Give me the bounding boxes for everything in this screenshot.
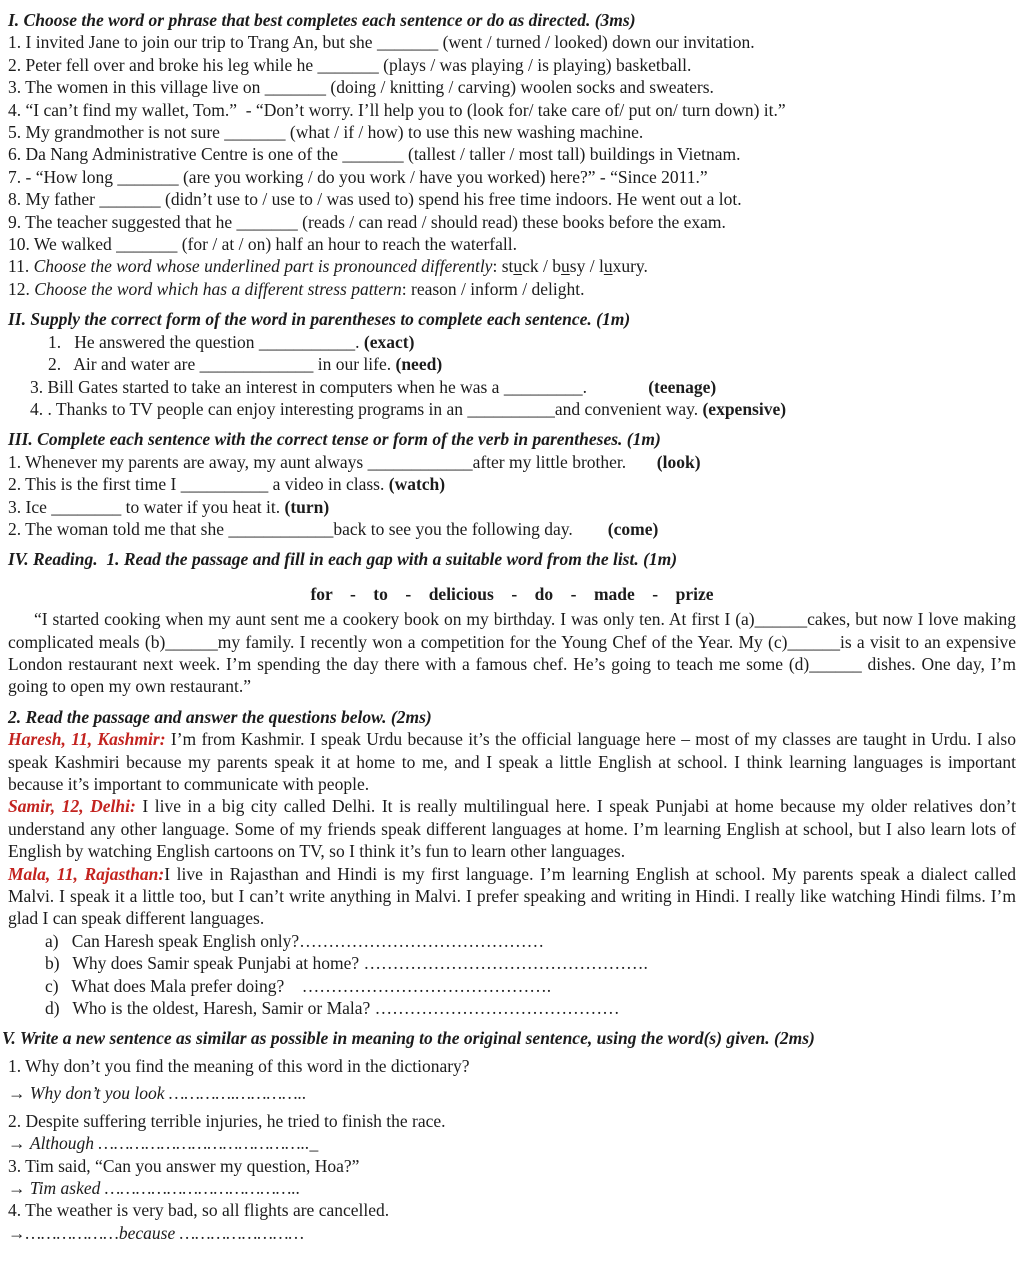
text-segment: 2. This is the first time I __________ a video in class.: [8, 474, 389, 495]
exercise-line: [8, 353, 1016, 375]
text-segment: “I started cooking when my aunt sent me a cookery book on my birthday. I was only ten. At first I (a)______cakes, but now I love making complicated meals (b)______my family. I recently won a competition for the Young Chef of the Year. My (c)______is a visit to an expensive London restaurant next week. I’m spending the day there with a famous chef. He’s going to teach me some (d)______ dishes. One day, I’m going to open my own restaurant.”: [8, 609, 1016, 697]
exercise-line: [8, 376, 1016, 398]
exercise-line: [8, 451, 1016, 473]
text-segment: (teenage): [648, 376, 717, 397]
exercise-line: [8, 166, 1016, 188]
exercise-line: [8, 121, 1016, 143]
question-line: [8, 930, 1016, 952]
section-i-heading: [8, 9, 1016, 31]
text-segment: 2. The woman told me that she ____________back to see you the following day.: [8, 518, 608, 539]
arrow-icon: →: [8, 1133, 30, 1154]
text-segment: 8. My father _______ (didn’t use to / use to / was used to) spend his free time indoors. He went out a lot.: [8, 189, 742, 210]
section-iv2-heading: [8, 706, 1016, 728]
text-segment: I’m from Kashmir. I speak Urdu because it’s the official language here – most of my classes are taught in Urdu. I also speak Kashmiri because my parents speak it at home to me, and I speak a little English at school. I think learning languages is important because it’s important to communicate with people.: [8, 729, 1016, 794]
text-segment: a) Can Haresh speak English only?……………………………………: [45, 930, 545, 951]
text-segment: Why don’t you look ………….…………..: [29, 1083, 307, 1104]
text-segment: 10. We walked _______ (for / at / on) half an hour to reach the waterfall.: [8, 234, 517, 255]
text-segment: 9. The teacher suggested that he _______ (reads / can read / should read) these books before the exam.: [8, 211, 726, 232]
arrow-line: [8, 1082, 1016, 1104]
question-line: [8, 952, 1016, 974]
text-segment: sy / l: [569, 256, 604, 277]
text-segment: 7. - “How long _______ (are you working / do you work / have you worked) here?” - “Since 2011.”: [8, 166, 708, 187]
text-segment: (expensive): [702, 398, 787, 419]
exercise-line: [8, 31, 1016, 53]
text-segment: b) Why does Samir speak Punjabi at home? ………………………………………….: [45, 953, 648, 974]
arrow-line: [8, 1222, 1016, 1244]
text-segment: (turn): [284, 496, 330, 517]
section-iv-heading: [8, 548, 1016, 570]
text-segment: (come): [607, 518, 659, 539]
speaker-name: Mala, 11, Rajasthan:: [8, 863, 165, 884]
text-segment: : st: [492, 256, 514, 277]
text-segment: V. Write a new sentence as similar as possible in meaning to the original sentence, using the word(s) given. (2ms): [2, 1028, 815, 1049]
passage: [8, 728, 1016, 795]
speaker-name: Samir, 12, Delhi:: [8, 796, 143, 817]
text-segment: 12.: [8, 278, 35, 299]
text-segment: 2. Peter fell over and broke his leg while he _______ (plays / was playing / is playing) basketball.: [8, 54, 692, 75]
exercise-line: [8, 99, 1016, 121]
text-segment: xury.: [612, 256, 648, 277]
passage: [8, 863, 1016, 930]
rewrite-line: [8, 1110, 1016, 1132]
question-line: [8, 997, 1016, 1019]
text-segment: I live in a big city called Delhi. It is really multilingual here. I speak Punjabi at home because my older relatives don’t understand any other language. Some of my friends speak different languages at home. I’m learning English at school, but I also learn lots of English by watching English cartoons on TV, so I think it’s fun to learn other languages.: [8, 796, 1016, 862]
speaker-name: Haresh, 11, Kashmir:: [8, 729, 171, 750]
text-segment: IV. Reading. 1. Read the passage and fill in each gap with a suitable word from the list. (1m): [8, 549, 678, 570]
text-segment: II. Supply the correct form of the word in parentheses to complete each sentence. (1m): [8, 309, 631, 330]
text-segment: u: [561, 256, 570, 277]
text-segment: 2. Despite suffering terrible injuries, he tried to finish the race.: [8, 1110, 446, 1131]
text-segment: 1. Why don’t you find the meaning of this word in the dictionary?: [8, 1055, 470, 1076]
text-segment: 1. He answered the question ___________.: [48, 331, 364, 352]
passage: [8, 608, 1016, 698]
text-segment: 2. Air and water are _____________ in our life.: [48, 354, 396, 375]
text-segment: Choose the word whose underlined part is pronounced differently: [33, 256, 493, 277]
text-segment: : reason / inform / delight.: [401, 278, 585, 299]
exercise-line: [8, 331, 1016, 353]
text-segment: 4. “I can’t find my wallet, Tom.” - “Don’t worry. I’ll help you to (look for/ take care of/ put on/ turn down) it.”: [8, 99, 786, 120]
question-line: [8, 975, 1016, 997]
text-segment: I live in Rajasthan and Hindi is my first language. I’m learning English at school. My parents speak a dialect called Malvi. I speak it a little too, but I can’t write anything in Malvi. I prefer speaking and writing in Hindi. I really like watching Hindi films. I’m glad I can speak different languages.: [8, 863, 1016, 929]
text-segment: Choose the word which has a different stress pattern: [34, 278, 402, 299]
exercise-line: [8, 473, 1016, 495]
arrow-line: [8, 1132, 1016, 1154]
arrow-icon: →: [8, 1083, 30, 1104]
arrow-icon: →: [8, 1177, 30, 1198]
text-segment: d) Who is the oldest, Haresh, Samir or Mala? ……………………………………: [45, 998, 620, 1019]
text-segment: 5. My grandmother is not sure _______ (what / if / how) to use this new washing machine.: [8, 122, 644, 143]
text-segment: for - to - delicious - do - made - prize: [310, 583, 714, 604]
text-segment: 2. Read the passage and answer the questions below. (2ms): [8, 706, 432, 727]
exercise-line: [8, 233, 1016, 255]
exercise-line: [8, 54, 1016, 76]
text-segment: ck / b: [522, 256, 562, 277]
exercise-line: [8, 188, 1016, 210]
exercise-line: [8, 76, 1016, 98]
text-segment: III. Complete each sentence with the correct tense or form of the verb in parentheses. (1m): [8, 429, 661, 450]
text-segment: I. Choose the word or phrase that best completes each sentence or do as directed. (3ms): [8, 10, 636, 30]
text-segment: (need): [395, 354, 443, 375]
exercise-line: [8, 496, 1016, 518]
text-segment: 4. The weather is very bad, so all flights are cancelled.: [8, 1200, 390, 1221]
exercise-line: [8, 255, 1016, 277]
exercise-line: [8, 518, 1016, 540]
text-segment: 3. Ice ________ to water if you heat it.: [8, 496, 285, 517]
text-segment: 3. Tim said, “Can you answer my question, Hoa?”: [8, 1155, 360, 1176]
section-iii-heading: [8, 428, 1016, 450]
text-segment: 3. The women in this village live on _______ (doing / knitting / carving) woolen socks and sweaters.: [8, 77, 714, 98]
exercise-line: [8, 143, 1016, 165]
passage: [8, 795, 1016, 862]
text-segment: (exact): [363, 331, 415, 352]
rewrite-line: [8, 1055, 1016, 1077]
rewrite-line: [8, 1155, 1016, 1177]
section-v-heading: [2, 1027, 1016, 1049]
text-segment: 6. Da Nang Administrative Centre is one of the _______ (tallest / taller / most tall) buildings in Vietnam.: [8, 144, 741, 165]
arrow-icon: →: [8, 1222, 26, 1243]
text-segment: 4. . Thanks to TV people can enjoy interesting programs in an __________and convenient way.: [30, 398, 703, 419]
text-segment: u: [603, 256, 613, 277]
exercise-line: [8, 398, 1016, 420]
text-segment: Tim asked ………………………………..: [29, 1177, 301, 1198]
text-segment: (watch): [388, 474, 446, 495]
exercise-line: [8, 278, 1016, 300]
text-segment: 1. I invited Jane to join our trip to Trang An, but she _______ (went / turned / looked) down our invitation.: [8, 32, 755, 53]
text-segment: 3. Bill Gates started to take an interest in computers when he was a _________.: [30, 376, 649, 397]
rewrite-line: [8, 1199, 1016, 1221]
text-segment: because: [118, 1222, 180, 1243]
word-bank: [8, 583, 1016, 605]
section-ii-heading: [8, 308, 1016, 330]
text-segment: c) What does Mala prefer doing? …………………………………….: [45, 975, 552, 996]
text-segment: 11.: [8, 256, 34, 277]
text-segment: Although ………………………………….._: [29, 1133, 319, 1154]
text-segment: ……………………: [179, 1222, 305, 1243]
text-segment: ………………: [25, 1222, 119, 1243]
text-segment: (look): [656, 451, 701, 472]
arrow-line: [8, 1177, 1016, 1199]
exercise-line: [8, 211, 1016, 233]
text-segment: 1. Whenever my parents are away, my aunt always ____________after my little brother.: [8, 451, 657, 472]
text-segment: u: [513, 256, 523, 277]
